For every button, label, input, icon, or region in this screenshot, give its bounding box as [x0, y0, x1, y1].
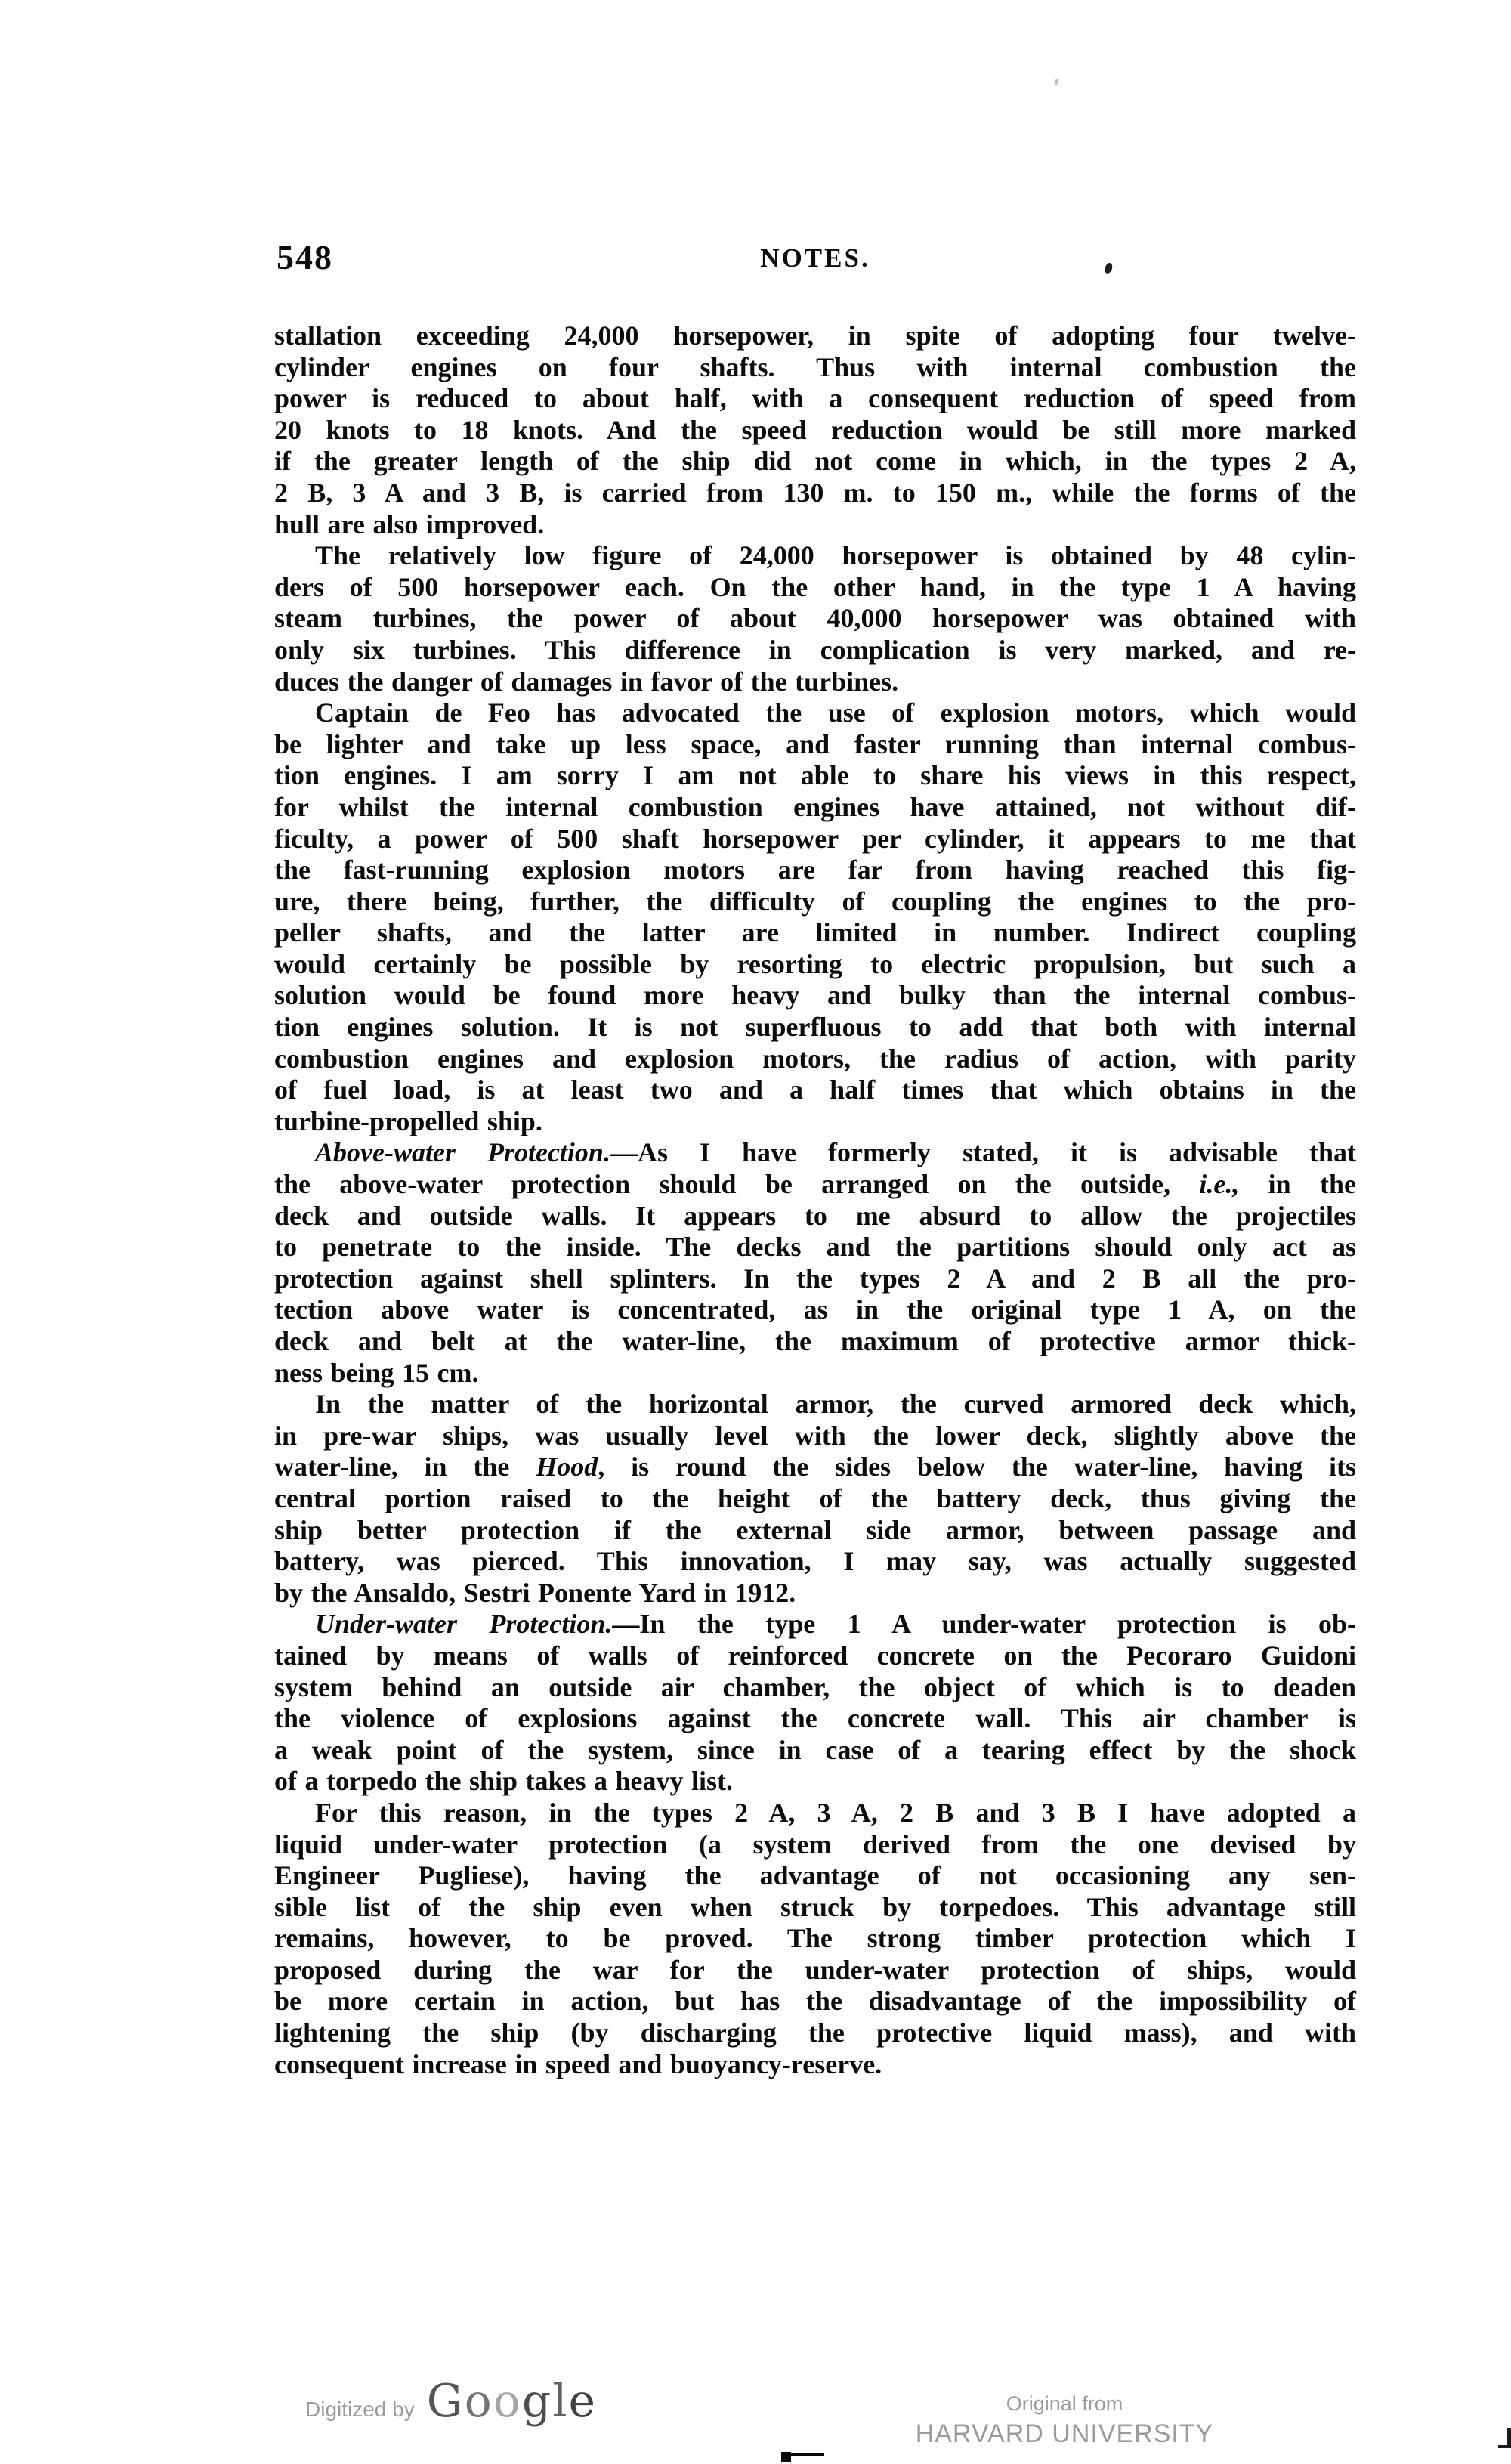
text-line: stallation exceeding 24,000 horsepower, in spite of adopting four twelve- [274, 320, 1356, 351]
text-line: sible list of the ship even when struck by torpedoes. This advantage still [274, 1891, 1356, 1922]
text-line: tection above water is concentrated, as in the original type 1 A, on the [274, 1294, 1356, 1325]
text-line: central portion raised to the height of the battery deck, thus giving the [274, 1482, 1356, 1513]
page-body [274, 320, 1356, 2080]
text-line: deck and outside walls. It appears to me absurd to allow the projectiles [274, 1200, 1356, 1231]
text-line: steam turbines, the power of about 40,000 horsepower was obtained with [274, 603, 1356, 634]
text-line: duces the danger of damages in favor of the turbines. [274, 666, 899, 697]
text-line: only six turbines. This difference in complication is very marked, and re- [274, 634, 1356, 665]
text-line: Captain de Feo has advocated the use of explosion motors, which would [315, 697, 1356, 728]
text-line: the above-water protection should be arranged on the outside, i.e., in the [274, 1169, 1356, 1200]
text-line: system behind an outside air chamber, the object of which is to deaden [274, 1671, 1356, 1702]
paragraph [274, 320, 1356, 540]
text-line: deck and belt at the water-line, the maximum of protective armor thick- [274, 1326, 1356, 1356]
google-logo: Google [426, 2375, 598, 2428]
text-line: battery, was pierced. This innovation, I may say, was actually suggested [274, 1546, 1356, 1577]
text-line: of a torpedo the ship takes a heavy list. [274, 1766, 734, 1797]
text-line: for whilst the internal combustion engines have attained, not without dif- [274, 791, 1356, 822]
text-line: be lighter and take up less space, and faster running than internal combus- [274, 728, 1356, 759]
text-line: The relatively low figure of 24,000 horsepower is obtained by 48 cylin- [315, 540, 1356, 571]
text-line: power is reduced to about half, with a consequent reduction of speed from [274, 383, 1356, 414]
text-line: the violence of explosions against the concrete wall. This air chamber is [274, 1703, 1356, 1734]
paragraph [274, 1389, 1356, 1609]
paragraph [274, 697, 1356, 1137]
text-line: proposed during the war for the under-water protection of ships, would [274, 1954, 1356, 1985]
text-line: remains, however, to be proved. The strong timber protection which I [274, 1923, 1356, 1954]
text-line: be more certain in action, but has the disadvantage of the impossibility of [274, 1986, 1356, 2017]
text-line: lightening the ship (by discharging the protective liquid mass), and with [274, 2017, 1356, 2048]
text-line: tion engines. I am sorry I am not able to share his views in this respect, [274, 760, 1356, 791]
text-line: hull are also improved. [274, 509, 545, 539]
text-line: liquid under-water protection (a system derived from the one devised by [274, 1829, 1356, 1860]
text-line: turbine-propelled ship. [274, 1105, 542, 1136]
crop-mark-bottom-center [781, 2450, 823, 2464]
text-line: Under-water Protection.—In the type 1 A under-water protection is ob- [315, 1609, 1357, 1640]
text-line: by the Ansaldo, Sestri Ponente Yard in 1912. [274, 1577, 796, 1608]
text-line: ders of 500 horsepower each. On the other hand, in the type 1 A having [274, 571, 1356, 602]
text-line: a weak point of the system, since in case of a tearing effect by the shock [274, 1734, 1356, 1765]
text-line: For this reason, in the types 2 A, 3 A, 2 B and 3 B I have adopted a [315, 1797, 1356, 1828]
text-line: consequent increase in speed and buoyancy-reserve. [274, 2048, 882, 2079]
text-line: Above-water Protection.—As I have formerly stated, it is advisable that [315, 1137, 1357, 1168]
text-line: water-line, in the Hood, is round the sides below the water-line, having its [274, 1452, 1356, 1482]
text-line: ship better protection if the external side armor, between passage and [274, 1514, 1356, 1545]
text-line: ness being 15 cm. [274, 1357, 479, 1388]
google-watermark [305, 2375, 598, 2428]
paragraph [274, 1798, 1356, 2080]
text-line: ure, there being, further, the difficulty of coupling the engines to the pro- [274, 886, 1356, 917]
text-line: the fast-running explosion motors are far from having reached this fig- [274, 855, 1356, 886]
text-line: would certainly be possible by resorting to electric propulsion, but such a [274, 948, 1356, 979]
crop-mark-bottom-right [1498, 2428, 1511, 2448]
text-line: cylinder engines on four shafts. Thus with internal combustion the [274, 351, 1356, 382]
text-line: of fuel load, is at least two and a half times that which obtains in the [274, 1074, 1356, 1105]
text-line: tained by means of walls of reinforced concrete on the Pecoraro Guidoni [274, 1640, 1356, 1671]
paragraph [274, 1137, 1356, 1389]
text-line: 2 B, 3 A and 3 B, is carried from 130 m. to 150 m., while the forms of the [274, 477, 1356, 508]
text-line: peller shafts, and the latter are limited in number. Indirect coupling [274, 917, 1356, 948]
text-line: if the greater length of the ship did not come in which, in the types 2 A, [274, 446, 1356, 477]
provenance-watermark [898, 2392, 1231, 2449]
text-line: 20 knots to 18 knots. And the speed reduction would be still more marked [274, 414, 1356, 445]
running-head-title: NOTES. [760, 243, 870, 273]
paragraph [274, 540, 1356, 697]
page-number: 548 [277, 238, 333, 277]
scan-speck-top [1054, 78, 1060, 85]
paragraph [274, 1609, 1356, 1798]
institution-label: HARVARD UNIVERSITY [915, 2419, 1214, 2448]
text-line: Engineer Pugliese), having the advantage of not occasioning any sen- [274, 1860, 1356, 1891]
text-line: In the matter of the horizontal armor, the curved armored deck which, [315, 1389, 1356, 1420]
text-line: in pre-war ships, was usually level with the lower deck, slightly above the [274, 1420, 1356, 1451]
text-line: solution would be found more heavy and bulky than the internal combus- [274, 980, 1356, 1011]
original-from-label: Original from [1006, 2392, 1123, 2415]
digitized-by-label: Digitized by [305, 2398, 415, 2421]
text-line: combustion engines and explosion motors, the radius of action, with parity [274, 1043, 1356, 1074]
text-line: tion engines solution. It is not superfluous to add that both with internal [274, 1012, 1356, 1043]
text-line: ficulty, a power of 500 shaft horsepower per cylinder, it appears to me that [274, 823, 1356, 854]
text-line: to penetrate to the inside. The decks and the partitions should only act as [274, 1232, 1356, 1263]
text-line: protection against shell splinters. In the types 2 A and 2 B all the pro- [274, 1263, 1356, 1294]
